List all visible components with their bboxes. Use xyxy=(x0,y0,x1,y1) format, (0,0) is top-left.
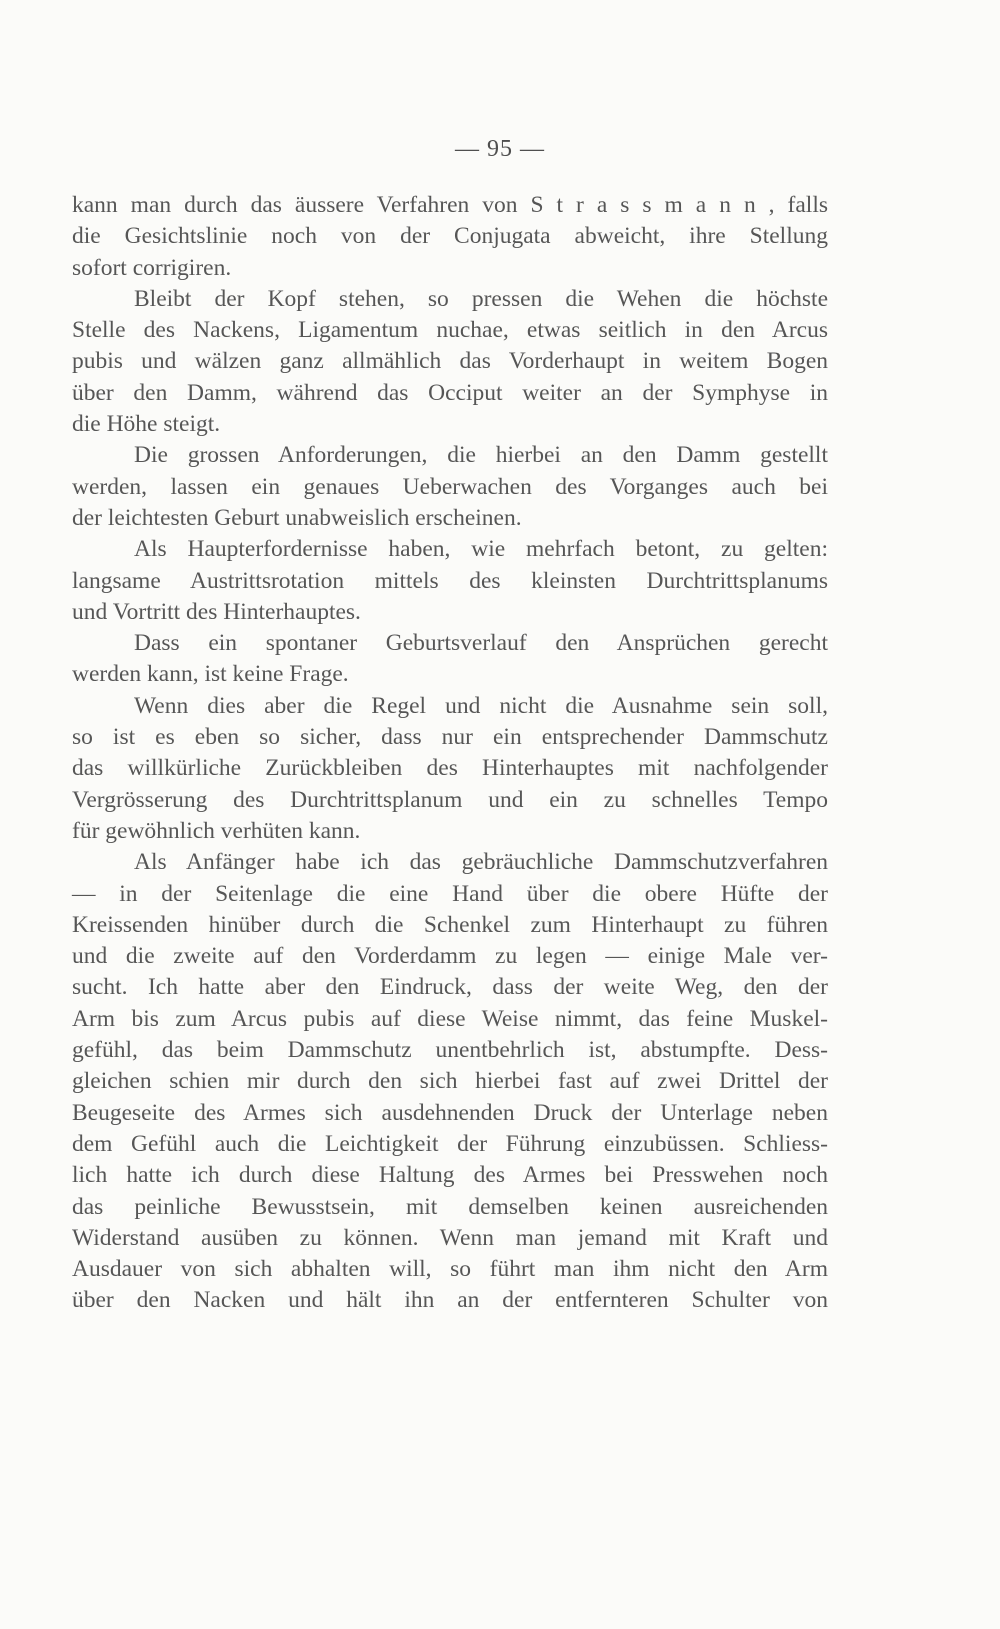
text-line: über den Damm, während das Occiput weiter an der Symphyse in xyxy=(72,379,828,406)
text-line: werden kann, ist keine Frage. xyxy=(72,661,349,688)
text-line: werden, lassen ein genaues Ueberwachen des Vorganges auch bei xyxy=(72,473,828,500)
text-line: Arm bis zum Arcus pubis auf diese Weise nimmt, das feine Muskel- xyxy=(72,1005,828,1032)
text-line: Widerstand ausüben zu können. Wenn man jemand mit Kraft und xyxy=(72,1224,828,1251)
text-line: das peinliche Bewusstsein, mit demselben keinen ausreichenden xyxy=(72,1193,828,1220)
text-line: die Höhe steigt. xyxy=(72,411,221,438)
text-line: sucht. Ich hatte aber den Eindruck, dass der weite Weg, den der xyxy=(72,974,828,1001)
text-line: Beugeseite des Armes sich ausdehnenden Druck der Unterlage neben xyxy=(72,1099,828,1126)
paragraph xyxy=(72,628,828,691)
text-line: Kreissenden hinüber durch die Schenkel zum Hinterhaupt zu führen xyxy=(72,911,828,938)
text-line: dem Gefühl auch die Leichtigkeit der Führung einzubüssen. Schliess- xyxy=(72,1130,828,1157)
text-line: Ausdauer von sich abhalten will, so führt man ihm nicht den Arm xyxy=(72,1256,828,1283)
text-line: kann man durch das äussere Verfahren von S t r a s s m a n n , falls xyxy=(72,192,828,218)
text-line: Als Haupterfordernisse haben, wie mehrfach betont, zu gelten: xyxy=(134,536,828,563)
text-line: der leichtesten Geburt unabweislich erscheinen. xyxy=(72,504,522,531)
text-line: gleichen schien mir durch den sich hierbei fast auf zwei Drittel der xyxy=(72,1068,828,1095)
text-line: und die zweite auf den Vorderdamm zu legen — einige Male ver- xyxy=(72,943,828,970)
text-line: für gewöhnlich verhüten kann. xyxy=(72,817,361,844)
text-line: gefühl, das beim Dammschutz unentbehrlich ist, abstumpfte. Dess- xyxy=(72,1037,828,1064)
paragraph xyxy=(72,847,828,1316)
page-number: — 95 — xyxy=(455,136,545,162)
paragraph xyxy=(72,284,828,440)
text-line: so ist es eben so sicher, dass nur ein entsprechender Dammschutz xyxy=(72,724,828,751)
paragraph xyxy=(72,534,828,628)
text-line: Als Anfänger habe ich das gebräuchliche Dammschutzverfahren xyxy=(134,849,828,876)
text-line: Die grossen Anforderungen, die hierbei an den Damm gestellt xyxy=(134,442,828,469)
text-line: und Vortritt des Hinterhauptes. xyxy=(72,598,361,625)
text-line: die Gesichtslinie noch von der Conjugata abweicht, ihre Stellung xyxy=(72,223,828,250)
text-line: Wenn dies aber die Regel und nicht die Ausnahme sein soll, xyxy=(134,692,828,719)
text-line: langsame Austrittsrotation mittels des kleinsten Durchtrittsplanums xyxy=(72,567,828,594)
text-line: Bleibt der Kopf stehen, so pressen die Wehen die höchste xyxy=(134,285,828,312)
text-line: über den Nacken und hält ihn an der entfernteren Schulter von xyxy=(72,1287,828,1314)
paragraph xyxy=(72,691,828,847)
body-text xyxy=(72,190,828,1317)
text-line: Stelle des Nackens, Ligamentum nuchae, etwas seitlich in den Arcus xyxy=(72,317,828,344)
paragraph xyxy=(72,440,828,534)
text-line: Vergrösserung des Durchtrittsplanum und ein zu schnelles Tempo xyxy=(72,786,828,813)
text-line: Dass ein spontaner Geburtsverlauf den Ansprüchen gerecht xyxy=(134,630,828,657)
text-line: lich hatte ich durch diese Haltung des Armes bei Presswehen noch xyxy=(72,1162,828,1189)
paragraph xyxy=(72,190,828,284)
text-line: sofort corrigiren. xyxy=(72,254,232,281)
text-line: pubis und wälzen ganz allmählich das Vorderhaupt in weitem Bogen xyxy=(72,348,828,375)
text-line: — in der Seitenlage die eine Hand über die obere Hüfte der xyxy=(72,880,828,907)
text-line: das willkürliche Zurückbleiben des Hinterhauptes mit nachfolgender xyxy=(72,755,828,782)
